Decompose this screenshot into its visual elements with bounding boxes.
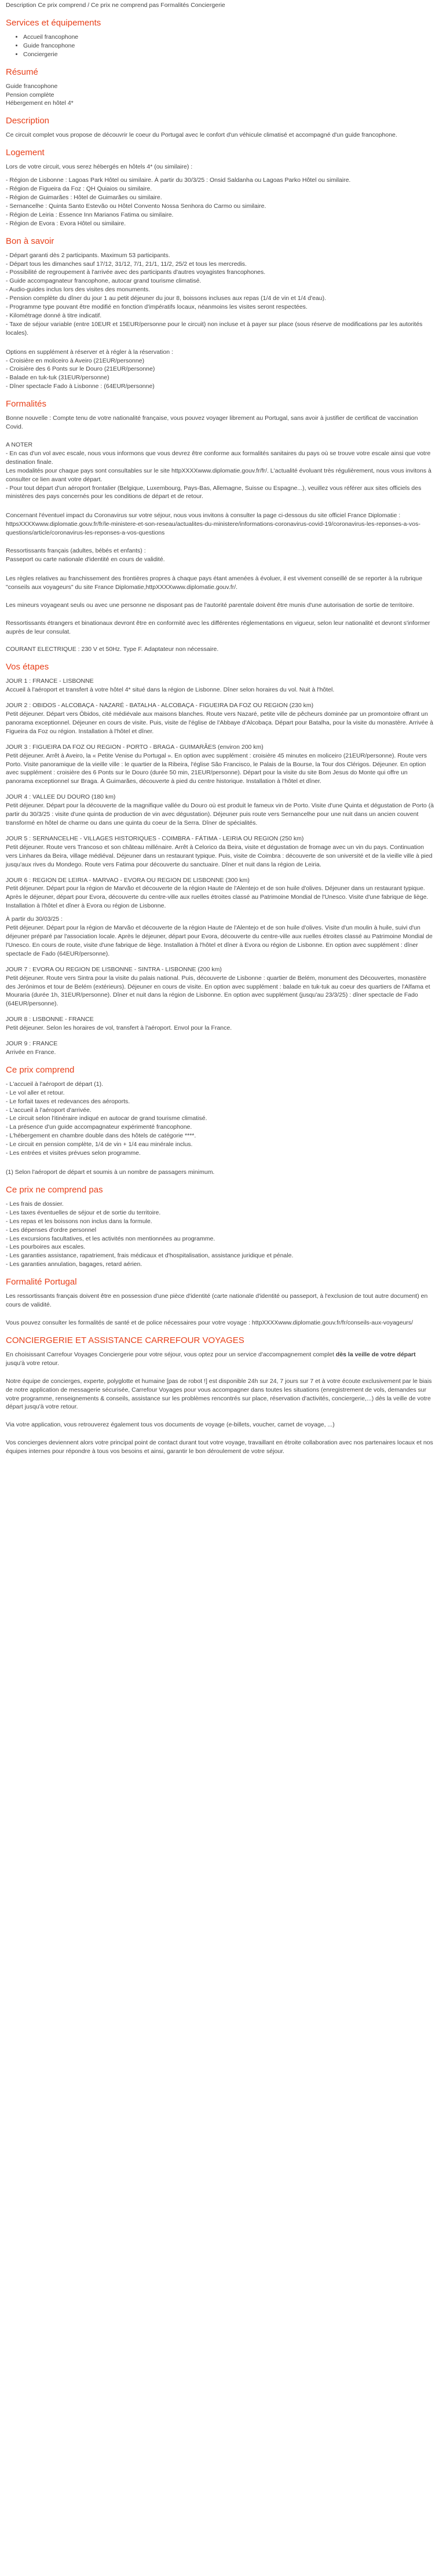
formalite-portugal-p1: Les ressortissants français doivent être en possession d'une pièce d'identité (carte nationale d'identité ou passeport, à l'exclusion de tout autre document) en cours de validité. xyxy=(6,1293,428,1309)
bonasavoir-line: - Pension complète du dîner du jour 1 au petit déjeuner du jour 8, boissons incluses aux repas (1/4 de vin et 1/4 d'eau). xyxy=(6,295,327,302)
day-8 xyxy=(6,1015,434,1033)
nonprend-line: - Les frais de dossier. xyxy=(6,1200,64,1208)
description-text: Ce circuit complet vous propose de découvrir le coeur du Portugal avec le confort d'un véhicule climatisé et accompagné d'un guide francophone. xyxy=(6,131,397,139)
day-1 xyxy=(6,677,434,694)
resume-line: Pension complète xyxy=(6,91,54,98)
nonprend-list xyxy=(6,1200,434,1269)
comprend-title: Ce prix comprend xyxy=(6,1064,75,1075)
nonprend-line: - Les excursions facultatives, et les activités non mentionnées au programme. xyxy=(6,1235,215,1242)
day-title: JOUR 9 : FRANCE xyxy=(6,1040,58,1048)
options-intro: Options en supplément à réserver et à régler à la réservation : xyxy=(6,348,173,356)
day-title: JOUR 6 : REGION DE LEIRIA - MARVAO - EVORA OU REGION DE LISBONNE (300 km) xyxy=(6,876,250,884)
formalites-p7: Ressortissants étrangers et binationaux devront être en conformité avec les différentes réglementations en vigueur, selon leur nationalité et devront s'informer auprès de leur consulat. xyxy=(6,619,430,635)
formalites-ressortissants xyxy=(6,547,434,564)
bonasavoir-line: - Possibilité de regroupement à l'arrivée avec des participants d'autres voyagistes francophones. xyxy=(6,269,266,276)
day-7 xyxy=(6,965,434,1009)
comprend-line: - L'hébergement en chambre double dans des hôtels de catégorie ****. xyxy=(6,1132,196,1140)
conciergerie-title: CONCIERGERIE ET ASSISTANCE CARREFOUR VOYAGES xyxy=(6,1335,244,1345)
formalites-title: Formalités xyxy=(6,399,47,409)
conciergerie-p1-c: jusqu'à votre retour. xyxy=(6,1359,59,1367)
day-title: JOUR 4 : VALLEE DU DOURO (180 km) xyxy=(6,793,116,801)
list-item: • Guide francophone xyxy=(23,42,434,50)
bonasavoir-line: - Départ garanti dès 2 participants. Maximum 53 participants. xyxy=(6,251,170,259)
formalites-note-line: A NOTER xyxy=(6,441,33,448)
day-4 xyxy=(6,793,434,828)
formalites-line: Ressortissants français (adultes, bébés et enfants) : xyxy=(6,547,146,555)
logement-line: - Région de Figueira da Foz : QH Quiaios ou similaire. xyxy=(6,185,152,193)
logement-intro: Lors de votre circuit, vous serez hébergés en hôtels 4* (ou similaire) : xyxy=(6,163,193,171)
options-block xyxy=(6,348,434,391)
logement-title: Logement xyxy=(6,148,45,158)
comprend-line: - Le circuit en pension complète, 1/4 de vin + 1/4 eau minérale inclus. xyxy=(6,1141,193,1148)
bonasavoir-line: - Kilométrage donné à titre indicatif. xyxy=(6,312,102,319)
formalites-note-line: - Pour tout départ d'un aéroport frontalier (Belgique, Luxembourg, Pays-Bas, Allemagne, Suisse ou Espagne...), veuillez vous référer aux sites officiels des ministères des pays concernés pour les conditions de départ et de retour. xyxy=(6,484,422,500)
resume-block xyxy=(6,82,434,108)
nonprend-line: - Les pourboires aux escales. xyxy=(6,1243,86,1251)
day-text: Arrivée en France. xyxy=(6,1048,56,1056)
formalites-line: Passeport ou carte nationale d'identité en cours de validité. xyxy=(6,555,165,563)
day-9 xyxy=(6,1040,434,1057)
formalites-covid-link[interactable]: Concernant l'éventuel impact du Coronavirus sur votre séjour, nous vous invitons à consulter la page ci-dessous du site officiel France Diplomatie : httpsXXXXwww.diplomatie.gouv.fr/fr/le-ministere-et-son-reseau/actualites-du-ministere/informations-coronavirus-covid-19/coronavirus-les-reponses-a-vos-questions/article/coronavirus-les-reponses-a-vos-questions xyxy=(6,512,420,537)
nonprend-title: Ce prix ne comprend pas xyxy=(6,1184,103,1195)
bonasavoir-line: - Taxe de séjour variable (entre 10EUR et 15EUR/personne pour le circuit) non incluse et à payer sur place (sous réserve de modifications par les autorités locales). xyxy=(6,320,423,336)
comprend-line: - Le vol aller et retour. xyxy=(6,1089,65,1096)
day-text: Petit déjeuner. Selon les horaires de vol, transfert à l'aéroport. Envol pour la France. xyxy=(6,1024,232,1032)
logement-line: - Région de Evora : Evora Hôtel ou similaire. xyxy=(6,219,126,227)
formalites-p6: Les mineurs voyageant seuls ou avec une personne ne disposant pas de l'autorité parentale doivent être munis d'une autorisation de sortie de territoire. xyxy=(6,601,415,609)
formalite-portugal-title: Formalité Portugal xyxy=(6,1277,77,1287)
list-item: • Accueil francophone xyxy=(23,33,434,42)
day-title: JOUR 1 : FRANCE - LISBONNE xyxy=(6,678,94,685)
etapes-title: Vos étapes xyxy=(6,662,49,672)
comprend-line: - L'accueil à l'aéroport d'arrivée. xyxy=(6,1106,92,1114)
day-3 xyxy=(6,743,434,786)
day-title: JOUR 5 : SERNANCELHE - VILLAGES HISTORIQUES - COIMBRA - FÁTIMA - LEIRIA OU REGION (250 km) xyxy=(6,835,304,842)
option-line: - Croisière des 6 Ponts sur le Douro (21EUR/personne) xyxy=(6,365,155,373)
day-text: Accueil à l'aéroport et transfert à votre hôtel 4* situé dans la région de Lisbonne. Dîner selon horaires du vol. Nuit à l'hôtel. xyxy=(6,686,335,694)
bonasavoir-line: - Programme type pouvant être modifié en fonction d'impératifs locaux, néanmoins les visites seront respectées. xyxy=(6,303,308,311)
conciergerie-p1 xyxy=(6,1351,434,1368)
day-text: Petit déjeuner. Départ pour la région de Marvão et découverte de la région Haute de l'Alentejo et de son huile d'olives. Déjeuner dans un restaurant typique. Après le déjeuner, départ pour Evora, découverte du centre-ville aux ruelles étroites classé au Patrimoine Mondial de l'Unesco. Visite d'une fabrique de liège. Installation à l'hôtel et dîner à Evora ou région de Lisbonne. xyxy=(6,885,429,910)
day-6 xyxy=(6,876,434,958)
option-line: - Balade en tuk-tuk (31EUR/personne) xyxy=(6,374,109,382)
conciergerie-p3: Via votre application, vous retrouverez également tous vos documents de voyage (e-billets, voucher, carnet de voyage, ...) xyxy=(6,1421,335,1429)
logement-line: - Région de Lisbonne : Lagoas Park Hôtel ou similaire. À partir du 30/3/25 : Onsid Saldanha ou Lagoas Parko Hôtel ou similaire. xyxy=(6,177,351,184)
day-title: JOUR 3 : FIGUEIRA DA FOZ OU REGION - PORTO - BRAGA - GUIMARÃES (environ 200 km) xyxy=(6,743,264,751)
day-extra: À partir du 30/03/25 : Petit déjeuner. Départ pour la région de Marvão et découverte de la région Haute de l'Alentejo et de son huile d'olives. Visite d'un moulin à huile, suivi d'un déjeuner préparé par l'association locale. Après le déjeuner, départ pour Evora, découverte du centre-ville aux ruelles étroites classé au Patrimoine Mondial de l'Unesco. En cours de route, visite d'une fabrique de liège. Installation à l'hôtel et dîner à Evora ou région de Lisbonne. En option avec supplément : dîner spectacle de Fado (64EUR/personne). xyxy=(6,916,433,957)
formalite-portugal-p2[interactable]: Vous pouvez consulter les formalités de santé et de police nécessaires pour votre voyage : httpXXXXwww.diplomatie.gouv.fr/fr/conseils-aux-voyageurs/ xyxy=(6,1319,414,1326)
conciergerie-p2: Notre équipe de concierges, experte, polyglotte et humaine [pas de robot !] est disponible 24h sur 24, 7 jours sur 7 et à votre écoute exclusivement par le biais de notre application de messagerie sécurisée, Carrefour Voyages pour vous accompagner dans toutes les situations (enregistrement de vols, demandes sur votre programme, renseignements & conseils, assistance sur les problèmes rencontrés sur place, réservation d'activités, conciergerie,...) dès la veille de votre départ jusqu'à votre retour. xyxy=(6,1377,432,1411)
day-title: JOUR 8 : LISBONNE - FRANCE xyxy=(6,1016,94,1023)
day-title: JOUR 2 : OBIDOS - ALCOBAÇA - NAZARÉ - BATALHA - ALCOBAÇA - FIGUEIRA DA FOZ OU REGION (230 km) xyxy=(6,702,314,709)
bonasavoir-line: - Audio-guides inclus lors des visites des monuments. xyxy=(6,286,151,294)
logement-list xyxy=(6,176,434,228)
bonasavoir-line: - Guide accompagnateur francophone, autocar grand tourisme climatisé. xyxy=(6,277,202,285)
conciergerie-p4: Vos concierges deviennent alors votre principal point de contact durant tout votre voyage, travaillant en étroite collaboration avec nos partenaires locaux et nos équipes internes pour répondre à tous vos besoins et ainsi, garantir le bon déroulement de votre séjour. xyxy=(6,1439,433,1455)
formalites-note-line: Les modalités pour chaque pays sont consultables sur le site httpXXXXwww.diplomatie.gouv.fr/fr/. L'actualité évoluant très régulièrement, nous vous invitons à consulter ce lien avant votre départ. xyxy=(6,467,431,483)
comprend-line: - Le forfait taxes et redevances des aéroports. xyxy=(6,1097,130,1105)
formalites-p5: Les règles relatives au franchissement des frontières propres à chaque pays étant amenées à évoluer, il est vivement conseillé de se reporter à la rubrique "conseils aux voyageurs" du site France Diplomatie,httpXXXXwww.diplomatie.gouv.fr/. xyxy=(6,575,423,591)
option-line: - Dîner spectacle Fado à Lisbonne : (64EUR/personne) xyxy=(6,383,155,390)
bonasavoir-line: - Départ tous les dimanches sauf 17/12, 31/12, 7/1, 21/1, 11/2, 25/2 et tous les mercredis. xyxy=(6,260,247,268)
comprend-line: - Le circuit selon l'itinéraire indiqué en autocar de grand tourisme climatisé. xyxy=(6,1115,207,1122)
formalites-p1: Bonne nouvelle : Compte tenu de votre nationalité française, vous pouvez voyager librement au Portugal, sans avoir à justifier de certificat de vaccination Covid. xyxy=(6,415,418,431)
day-2 xyxy=(6,701,434,736)
day-text: Petit déjeuner. Route vers Sintra pour la visite du palais national. Puis, découverte de Lisbonne : quartier de Belém, monument des Découvertes, monastère des Jerónimos et tour de Belém (extérieurs). Déjeuner en cours de visite. En option avec supplément : balade en tuk-tuk au coeur des quartiers de l'Alfama et Mouraria (durée 1h, 31EUR/personne). Dîner et nuit dans la région de Lisbonne. En option avec supplément (jusqu'au 23/3/25) : dîner spectacle de Fado (64EUR/personne). xyxy=(6,974,430,1008)
description-title: Description xyxy=(6,116,50,126)
formalites-note-line: - En cas d'un vol avec escale, nous vous informons que vous devrez être conforme aux formalités sanitaires du pays où se trouve votre escale ainsi que votre destination finale. xyxy=(6,449,431,466)
comprend-line: - La présence d'un guide accompagnateur expérimenté francophone. xyxy=(6,1124,192,1131)
conciergerie-p1-b: dès la veille de votre départ xyxy=(335,1351,416,1358)
bonasavoir-title: Bon à savoir xyxy=(6,236,54,246)
bonasavoir-list xyxy=(6,251,434,338)
list-item: • Conciergerie xyxy=(23,50,434,59)
services-list xyxy=(6,33,434,59)
day-text: Petit déjeuner. Départ vers Óbidos, cité médiévale aux maisons blanches. Route vers Nazaré, petite ville de pêcheurs dominée par un promontoire offrant un panorama exceptionnel. Déjeuner en cours de visite. Puis, visite de l'église de l'Abbaye d'Alcobaça. Départ pour Batalha, pour la visite du monastère. Arrivée à Figueira da Foz ou région. Installation à l'hôtel et dîner. xyxy=(6,711,433,735)
conciergerie-p1-a: En choisissant Carrefour Voyages Conciergerie pour votre séjour, vous optez pour un service d'accompagnement complet xyxy=(6,1351,336,1358)
nonprend-line: - Les repas et les boissons non inclus dans la formule. xyxy=(6,1217,152,1225)
day-title: JOUR 7 : EVORA OU REGION DE LISBONNE - SINTRA - LISBONNE (200 km) xyxy=(6,965,222,973)
logement-line: - Région de Leiria : Essence Inn Marianos Fatima ou similaire. xyxy=(6,211,174,218)
comprend-line: - Les entrées et visites prévues selon programme. xyxy=(6,1150,141,1157)
nonprend-line: - Les taxes éventuelles de séjour et de sortie du territoire. xyxy=(6,1209,161,1216)
day-text: Petit déjeuner. Route vers Trancoso et son château millénaire. Arrêt à Celorico da Beira, visite et dégustation de fromage avec un vin du pays. Continuation vers Linhares da Beira, village médiéval. Déjeuner dans un restaurant typique. Puis, visite de Coimbra : découverte de son université et de la vieille ville à pied jusqu'aux rives du Mondego. Route vers Fatima pour découverte du sanctuaire. Dîner et nuit dans la région de Leiria. xyxy=(6,843,433,868)
formalites-p8: COURANT ELECTRIQUE : 230 V et 50Hz. Type F. Adaptateur non nécessaire. xyxy=(6,646,219,653)
comprend-line: - L'accueil à l'aéroport de départ (1). xyxy=(6,1080,104,1088)
resume-line: Hébergement en hôtel 4* xyxy=(6,100,74,107)
logement-line: - Région de Guimarães : Hôtel de Guimarães ou similaire. xyxy=(6,193,162,201)
day-5 xyxy=(6,835,434,869)
resume-title: Résumé xyxy=(6,67,38,77)
formalites-note xyxy=(6,441,434,501)
nonprend-line: - Les garanties assistance, rapatriement, frais médicaux et d'hospitalisation, assistance juridique et pénale. xyxy=(6,1252,294,1260)
day-text: Petit déjeuner. Départ pour la découverte de la magnifique vallée du Douro où est produit le fameux vin de Porto. Visite d'une Quinta et dégustation de Porto (à partir du 30/3/25 : visite d'une quinta de production de vin avec dégustation). Déjeuner puis route vers Sernancelhe pour une nuit dans un ancien couvent transformé en hôtel de charme ou dans une quinta du coeur de la Serra. Dîner de spécialités. xyxy=(6,802,434,826)
services-title: Services et équipements xyxy=(6,17,101,28)
comprend-note: (1) Selon l'aéroport de départ et soumis à un nombre de passagers minimum. xyxy=(6,1169,215,1176)
breadcrumb[interactable]: Description Ce prix comprend / Ce prix ne comprend pas Formalités Conciergerie xyxy=(6,2,225,9)
resume-line: Guide francophone xyxy=(6,82,58,90)
option-line: - Croisière en moliceiro à Aveiro (21EUR/personne) xyxy=(6,357,145,364)
logement-line: - Sernancelhe : Quinta Santo Estevão ou Hôtel Convento Nossa Senhora do Carmo ou similaire. xyxy=(6,202,266,210)
comprend-list xyxy=(6,1080,434,1158)
nonprend-line: - Les dépenses d'ordre personnel xyxy=(6,1226,97,1234)
nonprend-line: - Les garanties annulation, bagages, retard aérien. xyxy=(6,1261,142,1268)
day-text: Petit déjeuner. Arrêt à Aveiro, la « Petite Venise du Portugal ». En option avec supplément : croisière 45 minutes en moliceiro (21EUR/personne). Route vers Porto. Visite panoramique de la vieille ville : le quartier de la Ribeira, l'église São Francisco, le Palais de la Bourse, la Tour dos Clérigos. Déjeuner. En option avec supplément : croisière des 6 Ponts sur le Douro (durée 50 min, 21EUR/personne). Départ pour la visite du site Bom Jesus do Monte qui offre un panorama exceptionnel sur Braga. À Guimarães, découverte à pied du centre historique. Installation à l'hôtel et dîner. xyxy=(6,752,427,785)
